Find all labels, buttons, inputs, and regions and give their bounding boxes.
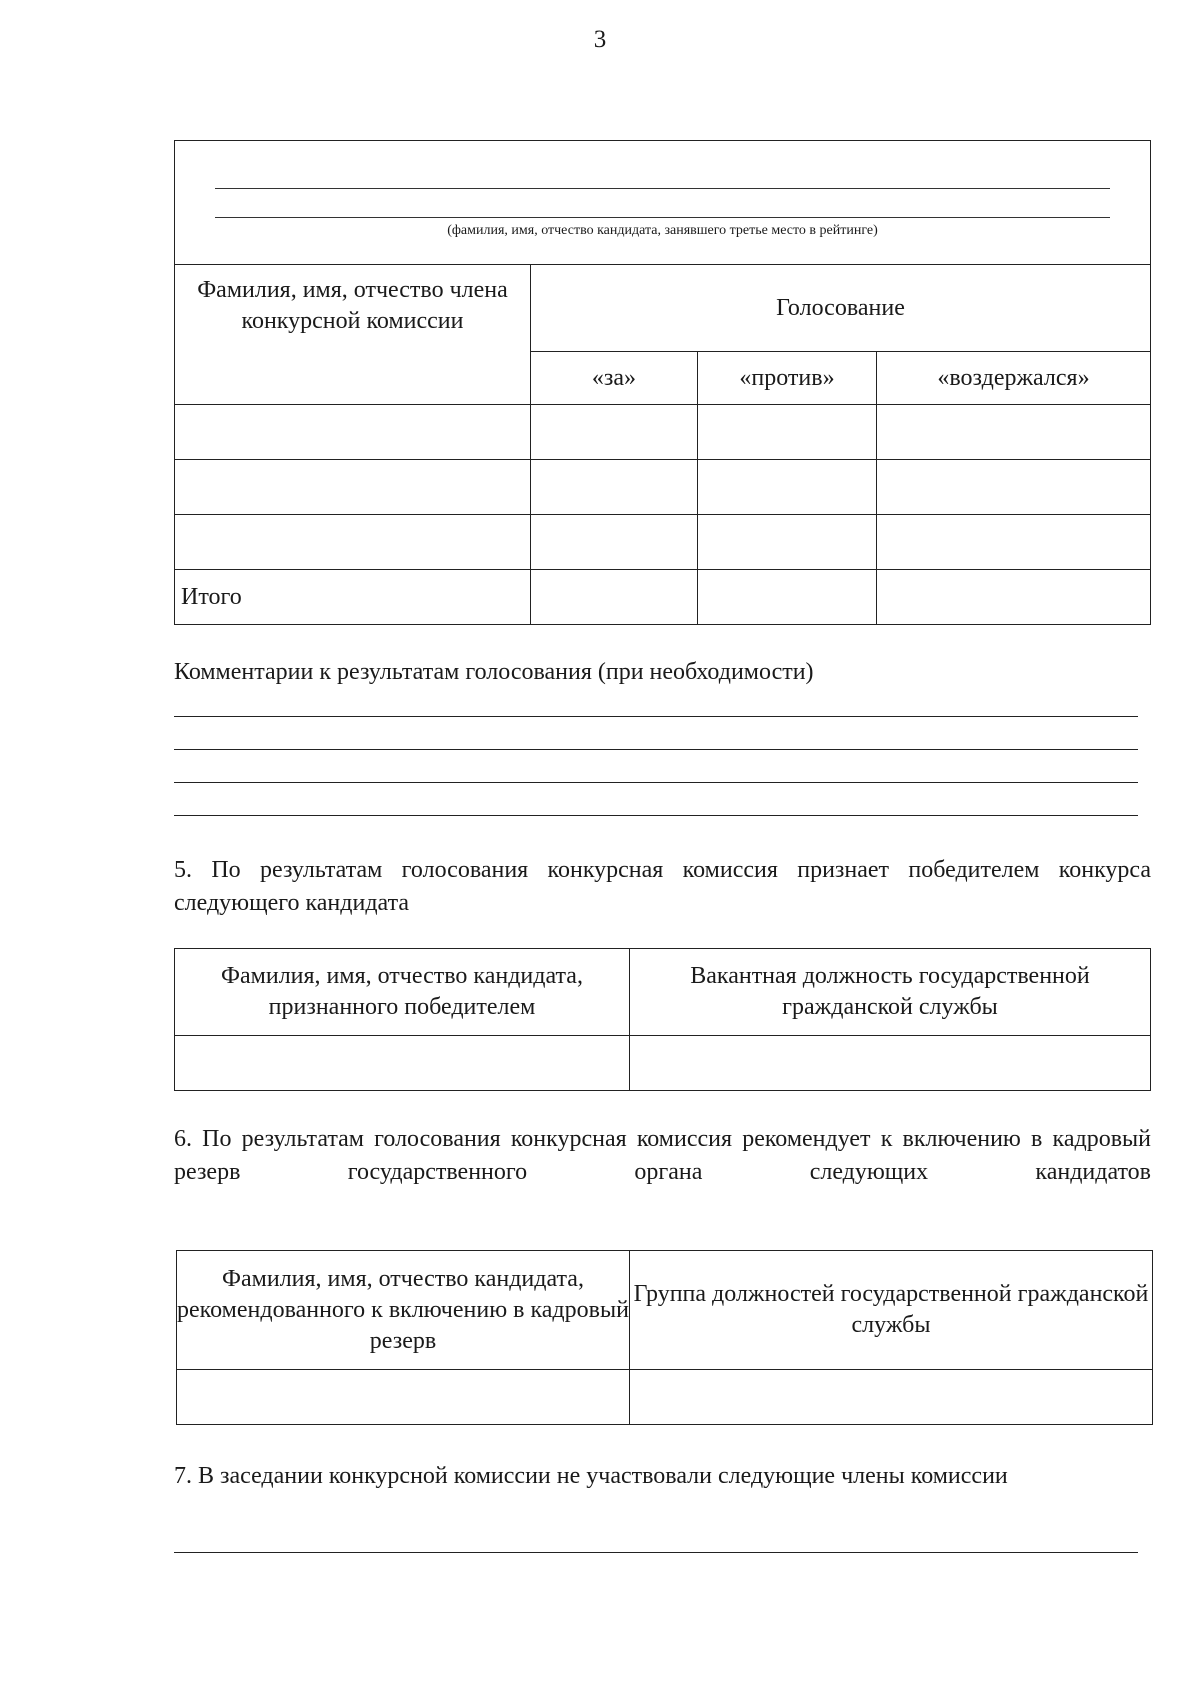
reserve-table xyxy=(176,1250,1153,1425)
candidate-name-line xyxy=(215,188,1110,189)
section5-text: 5. По результатам голосования конкурсная комиссия признает победителем конкурса следующего кандидата xyxy=(174,857,1151,916)
table-cell[interactable] xyxy=(175,1036,630,1091)
absent-members-line[interactable] xyxy=(174,1552,1138,1553)
vote-against-header: «против» xyxy=(698,352,877,405)
member-header: Фамилия, имя, отчество члена конкурсной комиссии xyxy=(175,265,531,405)
table-cell[interactable] xyxy=(877,460,1151,515)
table-row xyxy=(175,1036,1151,1091)
reserve-name-header: Фамилия, имя, отчество кандидата, рекомендованного к включению в кадровый резерв xyxy=(177,1251,630,1370)
table-cell[interactable] xyxy=(630,1370,1153,1425)
candidate-caption: (фамилия, имя, отчество кандидата, занявшего третье место в рейтинге) xyxy=(447,223,878,238)
total-label: Итого xyxy=(175,570,531,625)
comment-line[interactable] xyxy=(174,782,1138,783)
table-cell[interactable] xyxy=(698,570,877,625)
total-row xyxy=(175,570,1151,625)
table-cell[interactable] xyxy=(177,1370,630,1425)
page-number: 3 xyxy=(593,26,607,53)
position-group-header: Группа должностей государственной гражданской службы xyxy=(630,1251,1153,1370)
table-row xyxy=(177,1370,1153,1425)
table-cell[interactable] xyxy=(175,405,531,460)
table-cell[interactable] xyxy=(175,515,531,570)
table-cell[interactable] xyxy=(698,405,877,460)
table-cell[interactable] xyxy=(698,515,877,570)
vote-table xyxy=(174,140,1151,625)
table-cell[interactable] xyxy=(630,1036,1151,1091)
table-row xyxy=(175,460,1151,515)
voting-header: Голосование xyxy=(531,265,1151,352)
candidate-name-cell xyxy=(175,141,1151,265)
section7-text: 7. В заседании конкурсной комиссии не участвовали следующие члены комиссии xyxy=(174,1463,1008,1489)
candidate-name-line xyxy=(215,217,1110,218)
section6-text: 6. По результатам голосования конкурсная комиссия рекомендует к включению в кадровый резерв государственного органа следующих кандидатов xyxy=(174,1126,1151,1185)
table-cell[interactable] xyxy=(698,460,877,515)
vote-abstain-header: «воздержался» xyxy=(877,352,1151,405)
table-cell[interactable] xyxy=(531,515,698,570)
comment-line[interactable] xyxy=(174,749,1138,750)
vote-for-header: «за» xyxy=(531,352,698,405)
table-cell[interactable] xyxy=(877,515,1151,570)
table-cell[interactable] xyxy=(531,405,698,460)
table-cell[interactable] xyxy=(877,570,1151,625)
table-row xyxy=(175,405,1151,460)
table-row xyxy=(175,515,1151,570)
table-cell[interactable] xyxy=(531,460,698,515)
comment-line[interactable] xyxy=(174,716,1138,717)
comments-label: Комментарии к результатам голосования (при необходимости) xyxy=(174,659,814,685)
table-cell[interactable] xyxy=(175,460,531,515)
comment-line[interactable] xyxy=(174,815,1138,816)
winner-name-header: Фамилия, имя, отчество кандидата, признанного победителем xyxy=(175,949,630,1036)
table-cell[interactable] xyxy=(531,570,698,625)
table-cell[interactable] xyxy=(877,405,1151,460)
winner-table xyxy=(174,948,1151,1091)
vacancy-header: Вакантная должность государственной гражданской службы xyxy=(630,949,1151,1036)
